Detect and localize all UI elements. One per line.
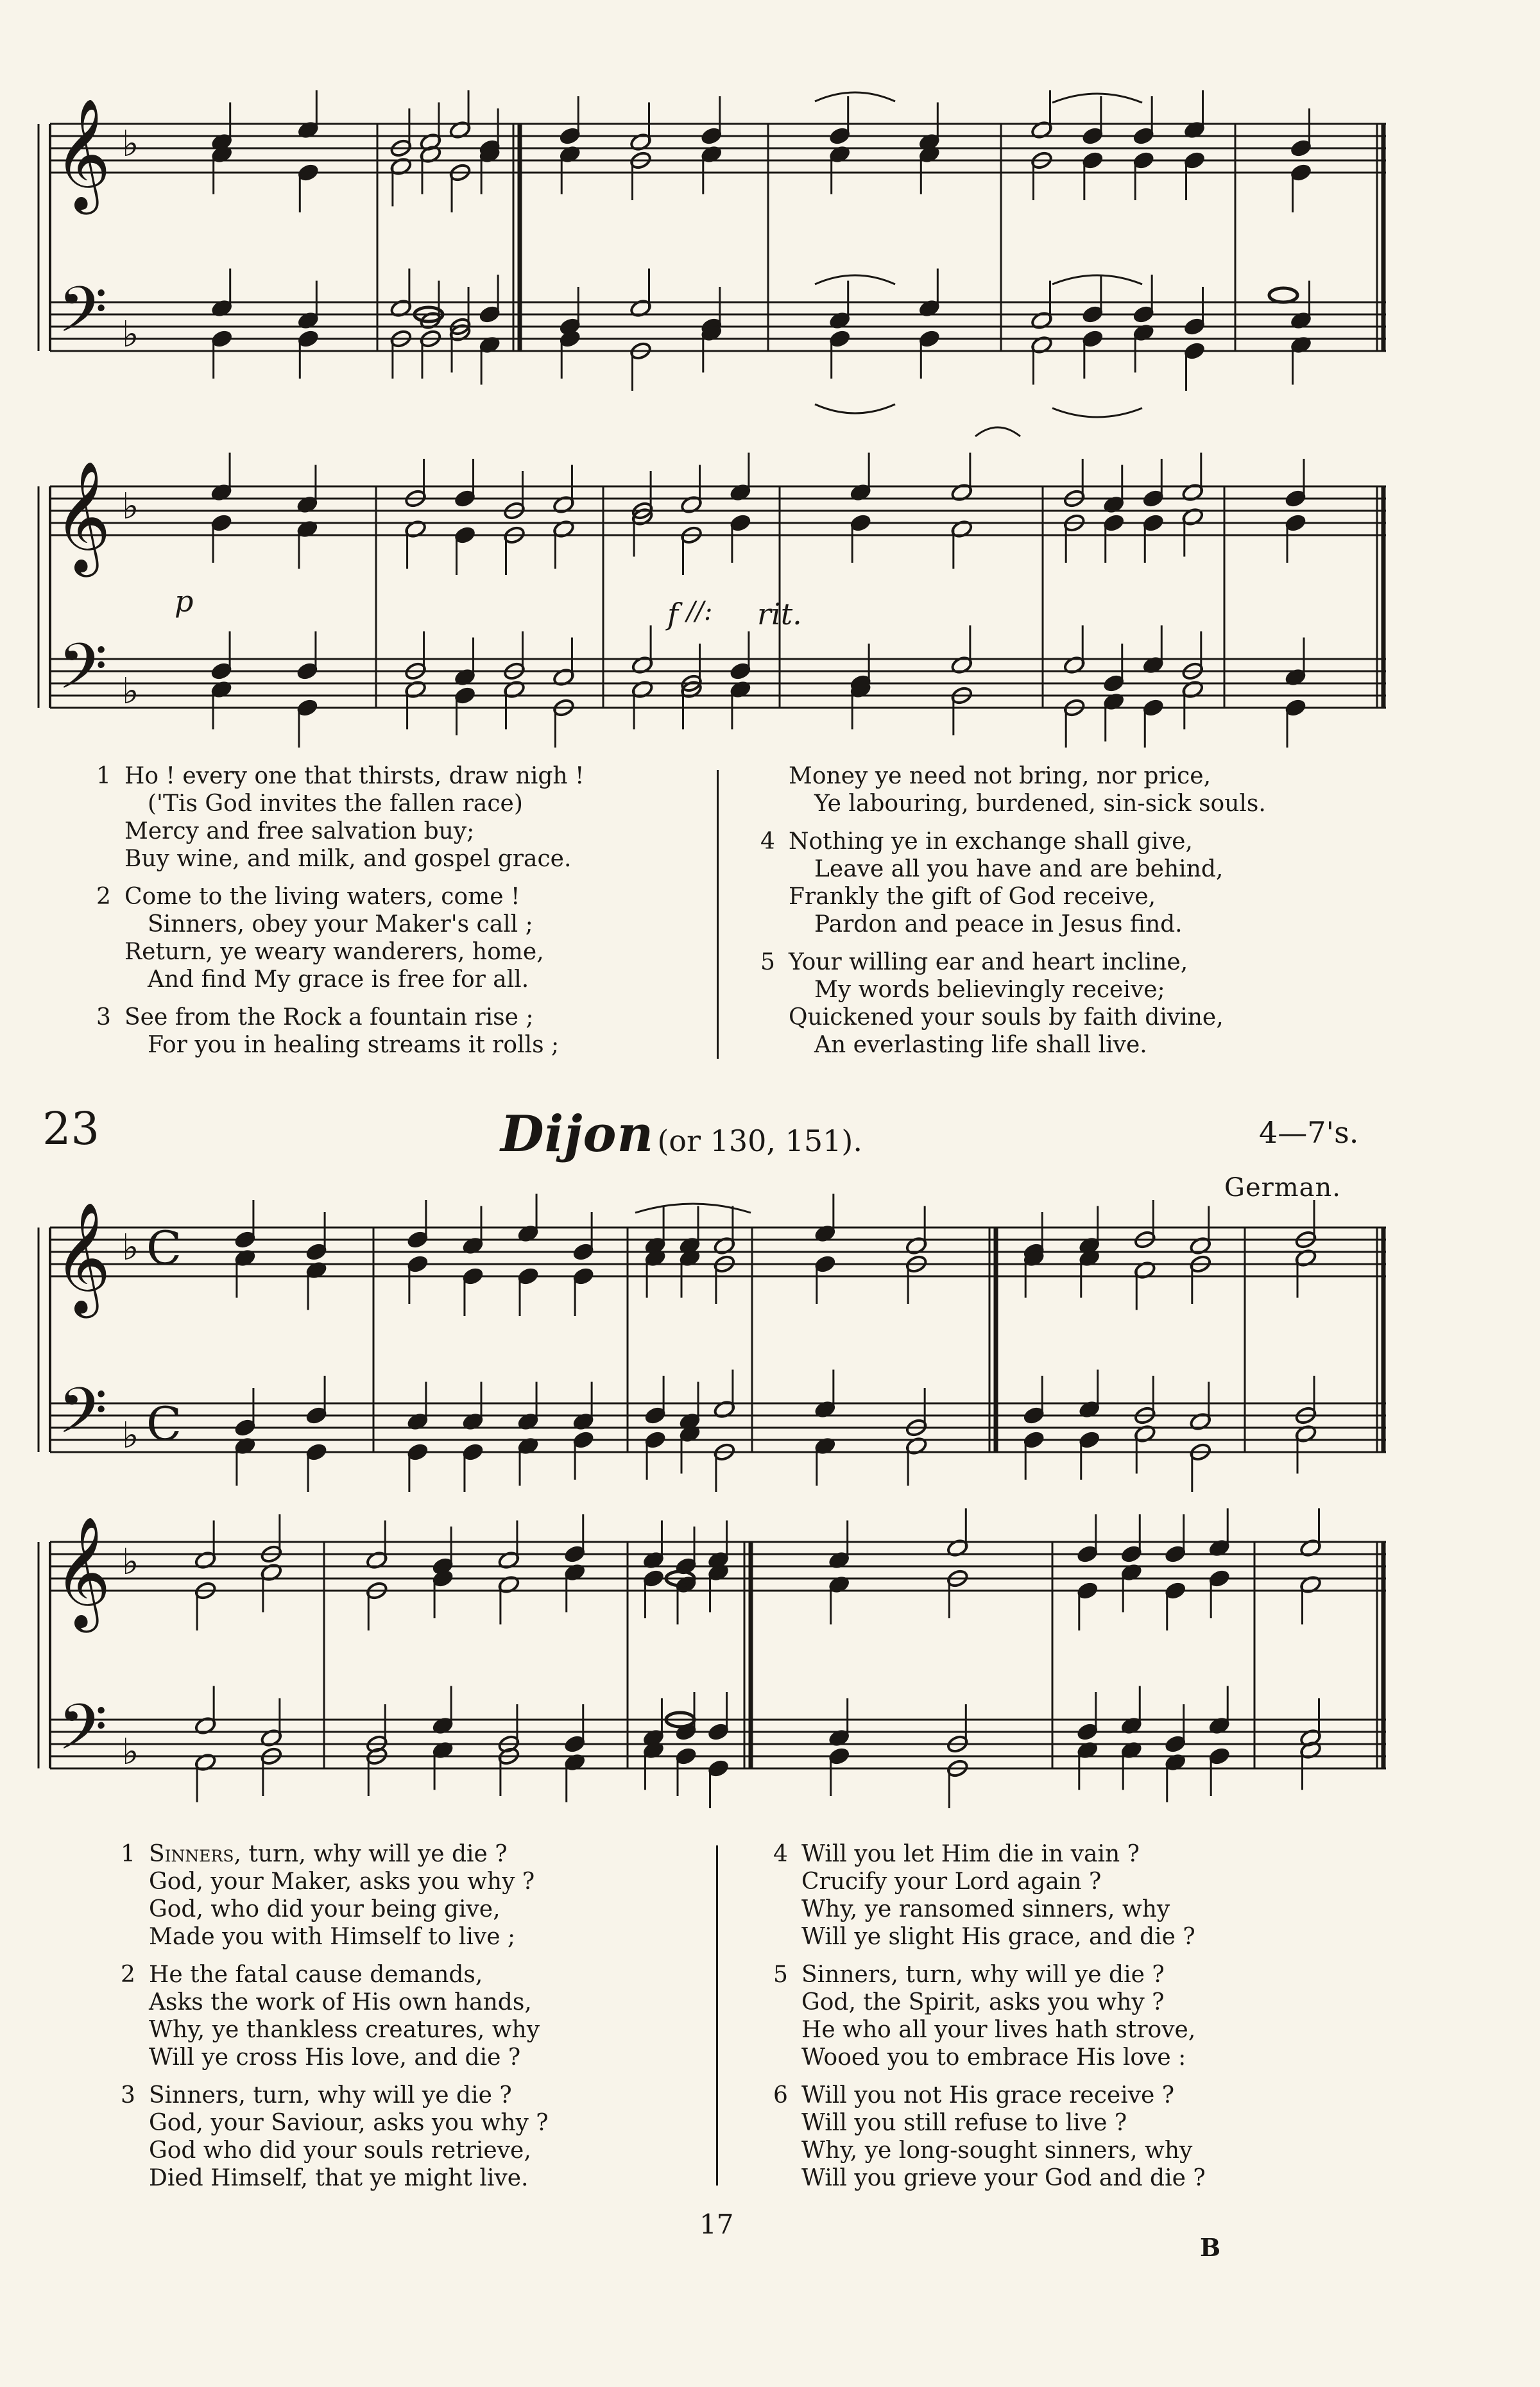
flat-key-signature: ♭	[122, 123, 139, 165]
verse-line: God, your Saviour, asks you why ?	[149, 2110, 549, 2136]
verse	[760, 762, 1466, 817]
flat-key-signature: ♭	[122, 671, 139, 712]
slur	[1052, 94, 1142, 103]
verse-line: Sinners, turn, why will ye die ?	[149, 2082, 512, 2109]
verse-line: Nothing ye in exchange shall give,	[789, 828, 1193, 855]
bass-clef: 𝄢	[58, 1374, 108, 1464]
alternate-tunes: (or 130, 151).	[657, 1124, 862, 1158]
verse-number: 1	[96, 763, 111, 789]
verse-line: , turn, why will ye die ?	[234, 1841, 508, 1867]
treble-clef: 𝄞	[54, 98, 111, 210]
hymn22-verses-right	[760, 762, 1466, 1069]
verse-line: See from the Rock a fountain rise ;	[124, 1004, 534, 1031]
page-number: 17	[699, 2209, 734, 2240]
verse-line: ('Tis God invites the fallen race)	[148, 791, 523, 817]
verse	[773, 1840, 1466, 1951]
slur	[1052, 408, 1142, 417]
verse-line: An everlasting life shall live.	[814, 1032, 1147, 1058]
verse-line: Wooed you to embrace His love :	[801, 2044, 1186, 2071]
verse-line: Will you still refuse to live ?	[801, 2110, 1127, 2136]
verse-line: Ho ! every one that thirsts, draw nigh !	[124, 763, 585, 789]
verse-line: Asks the work of His own hands,	[149, 1989, 532, 2015]
hymn-number: 23	[42, 1102, 100, 1155]
verse-number: 5	[760, 949, 775, 975]
time-signature: C	[146, 1221, 182, 1275]
slur	[815, 92, 895, 101]
verse-line: Buy wine, and milk, and gospel grace.	[124, 846, 572, 872]
verse-line: My words believingly receive;	[814, 977, 1165, 1003]
flat-key-signature: ♭	[122, 1731, 139, 1773]
whole-note	[1269, 288, 1297, 302]
slur	[815, 404, 895, 413]
verse-number: 6	[773, 2082, 788, 2109]
column-rule	[717, 770, 719, 1059]
verse-line: He who all your lives hath strove,	[801, 2017, 1196, 2043]
verse	[96, 883, 674, 993]
verse-line: For you in healing streams it rolls ;	[148, 1032, 560, 1058]
pause-marks: //:	[687, 597, 713, 626]
slur	[815, 275, 895, 284]
verse-line: Will you let Him die in vain ?	[801, 1841, 1140, 1867]
composer: German.	[1224, 1173, 1341, 1202]
verse-line: Come to the living waters, come !	[124, 884, 520, 910]
verse	[96, 1004, 674, 1059]
verse-line: Pardon and peace in Jesus find.	[814, 911, 1183, 937]
ritardando-mark: rit.	[757, 597, 802, 631]
verse-line: Sinners, obey your Maker's call ;	[148, 911, 533, 937]
treble-clef: 𝄞	[54, 1202, 111, 1313]
slur	[1052, 275, 1142, 284]
verse-line: Sinners, turn, why will ye die ?	[801, 1962, 1165, 1988]
verse	[121, 2082, 685, 2192]
flat-key-signature: ♭	[122, 1541, 139, 1583]
treble-clef: 𝄞	[54, 1516, 111, 1628]
verse-number: 2	[96, 884, 111, 910]
verse-line: Frankly the gift of God receive,	[789, 884, 1156, 910]
bass-clef: 𝄢	[58, 273, 108, 363]
verse	[760, 828, 1466, 938]
verse-line: God, who did your being give,	[149, 1896, 501, 1922]
verse-number: 1	[121, 1841, 135, 1867]
verse-line: Will ye cross His love, and die ?	[149, 2044, 521, 2071]
verse-line: Why, ye ransomed sinners, why	[801, 1896, 1170, 1922]
verse-line: Money ye need not bring, nor price,	[789, 763, 1211, 789]
verse-number: 4	[760, 828, 775, 855]
time-signature: C	[146, 1397, 182, 1451]
verse-number: 2	[121, 1962, 135, 1988]
verse-line: Your willing ear and heart incline,	[789, 949, 1188, 975]
flat-key-signature: ♭	[122, 486, 139, 527]
verse-number: 3	[121, 2082, 135, 2109]
verse-line: God, your Maker, asks you why ?	[149, 1869, 535, 1895]
verse-first-word: Sinners	[149, 1841, 234, 1867]
verse-line: Why, ye long-sought sinners, why	[801, 2137, 1193, 2164]
flat-key-signature: ♭	[122, 314, 139, 355]
verse	[773, 1961, 1466, 2071]
dynamic-forte: f	[667, 597, 679, 631]
verse	[773, 2082, 1466, 2192]
verse-line: Quickened your souls by faith divine,	[789, 1004, 1224, 1031]
meter: 4—7's.	[1259, 1115, 1359, 1150]
tune-name: Dijon	[501, 1105, 654, 1163]
flat-key-signature: ♭	[122, 1227, 139, 1269]
verse-line: Ye labouring, burdened, sin-sick souls.	[814, 791, 1266, 817]
verse-line: Made you with Himself to live ;	[149, 1924, 516, 1950]
slur	[975, 427, 1020, 436]
verse-line: Mercy and free salvation buy;	[124, 818, 475, 844]
verse-line: Will ye slight His grace, and die ?	[801, 1924, 1195, 1950]
verse	[760, 948, 1466, 1059]
verse-line: And find My grace is free for all.	[148, 966, 529, 993]
verse-line: Return, ye weary wanderers, home,	[124, 939, 544, 965]
hymn23-verses-right	[773, 1840, 1466, 2202]
verse-line: He the fatal cause demands,	[149, 1962, 483, 1988]
verse-number: 3	[96, 1004, 111, 1031]
verse	[121, 1840, 685, 1951]
verse-line: God who did your souls retrieve,	[149, 2137, 531, 2164]
hymn22-verses-left	[96, 762, 674, 1069]
verse-line: Why, ye thankless creatures, why	[149, 2017, 540, 2043]
flat-key-signature: ♭	[122, 1415, 139, 1457]
verse-line: Died Himself, that ye might live.	[149, 2165, 529, 2191]
verse-line: Leave all you have and are behind,	[814, 856, 1224, 882]
verse-number: 4	[773, 1841, 788, 1867]
verse-number: 5	[773, 1962, 788, 1988]
treble-clef: 𝄞	[54, 461, 111, 572]
bass-clef: 𝄢	[58, 630, 108, 719]
verse-line: God, the Spirit, asks you why ?	[801, 1989, 1165, 2015]
verse	[96, 762, 674, 873]
column-rule	[716, 1845, 718, 2186]
dynamic-piano: p	[175, 584, 194, 619]
hymn-title	[501, 1105, 862, 1163]
verse-line: Crucify your Lord again ?	[801, 1869, 1102, 1895]
verse-line: Will you not His grace receive ?	[801, 2082, 1175, 2109]
verse	[121, 1961, 685, 2071]
verse-line: Will you grieve your God and die ?	[801, 2165, 1206, 2191]
bass-clef: 𝄢	[58, 1691, 108, 1780]
signature-mark: B	[1200, 2233, 1221, 2262]
hymn23-verses-left	[121, 1840, 685, 2202]
